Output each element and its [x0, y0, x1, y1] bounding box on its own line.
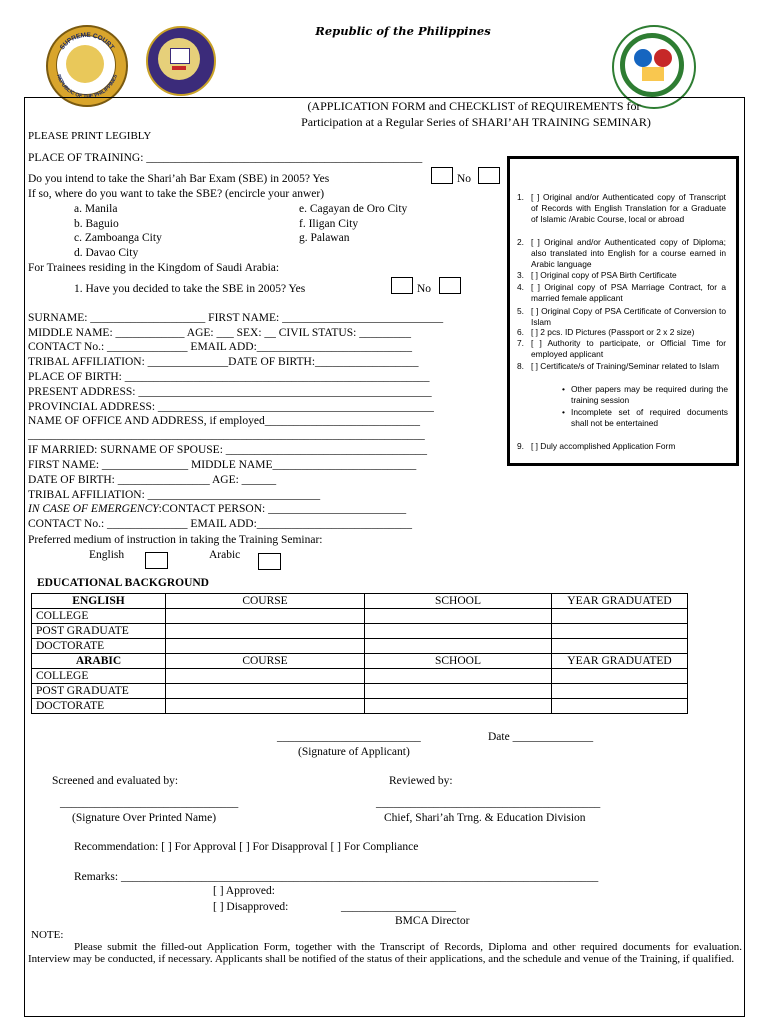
- spouse-surname-field[interactable]: IF MARRIED: SURNAME OF SPOUSE: ___________________________________: [28, 444, 428, 456]
- col-header: ENGLISH: [32, 594, 166, 609]
- evaluator-name-label: (Signature Over Printed Name): [72, 812, 217, 824]
- emergency-label: IN CASE OF EMERGENCY: [28, 503, 159, 515]
- director-label: BMCA Director: [395, 915, 470, 927]
- applicant-signature-line[interactable]: _________________________: [277, 731, 421, 743]
- reviewer-signature-line[interactable]: _______________________________________: [376, 797, 601, 809]
- present-address-field[interactable]: PRESENT ADDRESS: ___________________________________________________: [28, 386, 432, 398]
- table-cell[interactable]: [365, 684, 552, 699]
- tribal-field[interactable]: TRIBAL AFFILIATION: ______________DATE OF BIRTH:__________________: [28, 356, 419, 368]
- office-field[interactable]: NAME OF OFFICE AND ADDRESS, if employed___________________________: [28, 415, 420, 427]
- disapproved-option[interactable]: [ ] Disapproved:: [213, 901, 289, 913]
- table-row[interactable]: [32, 684, 688, 699]
- emergency-contact-field[interactable]: [28, 503, 406, 515]
- col-header: COURSE: [166, 594, 365, 609]
- arabic-label: Arabic: [209, 549, 241, 561]
- city-option[interactable]: e. Cagayan de Oro City: [299, 203, 408, 215]
- table-cell[interactable]: [365, 609, 552, 624]
- note-text: Please submit the filled-out Application Form, together with the Transcript of Records, Diploma and other required documents for evaluation. Interview may be conducted, if necessary. Applicants shall be notified of the status of their applications, and the schedule and venue of the Training, if qualified.: [28, 941, 742, 965]
- chief-label: Chief, Shari’ah Trng. & Education Division: [384, 812, 586, 824]
- table-cell[interactable]: [552, 699, 688, 714]
- middle-name-field[interactable]: MIDDLE NAME: ____________ AGE: ___ SEX: __ CIVIL STATUS: _________: [28, 327, 411, 339]
- spouse-first-name-field[interactable]: FIRST NAME: _______________ MIDDLE NAME_________________________: [28, 459, 417, 471]
- row-label: POST GRADUATE: [32, 624, 166, 639]
- table-cell[interactable]: [166, 639, 365, 654]
- screened-label: Screened and evaluated by:: [52, 775, 179, 787]
- seal-text-bottom: REPUBLIC OF THE PHILIPPINES: [55, 73, 119, 101]
- contact-field[interactable]: CONTACT No.: ______________ EMAIL ADD:___________________________: [28, 341, 413, 353]
- row-label: POST GRADUATE: [32, 684, 166, 699]
- city-option[interactable]: b. Baguio: [74, 218, 119, 230]
- saudi-no-label: No: [417, 283, 432, 295]
- spouse-tribal-field[interactable]: TRIBAL AFFILIATION: ______________________________: [28, 489, 321, 501]
- saudi-heading: For Trainees residing in the Kingdom of Saudi Arabia:: [28, 262, 280, 274]
- table-cell[interactable]: [552, 684, 688, 699]
- city-option[interactable]: f. Iligan City: [299, 218, 359, 230]
- table-cell[interactable]: [365, 639, 552, 654]
- table-cell[interactable]: [365, 699, 552, 714]
- medium-question: Preferred medium of instruction in taking the Training Seminar:: [28, 534, 323, 546]
- col-header: ARABIC: [32, 654, 166, 669]
- director-signature-line[interactable]: ____________________: [341, 901, 456, 913]
- table-cell[interactable]: [552, 669, 688, 684]
- arabic-checkbox[interactable]: [258, 553, 281, 570]
- row-label: DOCTORATE: [32, 639, 166, 654]
- seal-text-top: SUPREME COURT: [58, 31, 116, 52]
- saudi-yes-checkbox[interactable]: [391, 277, 413, 294]
- sbe-no-label: No: [457, 173, 472, 185]
- table-cell[interactable]: [552, 624, 688, 639]
- date-field[interactable]: Date ______________: [488, 731, 594, 743]
- provincial-address-field[interactable]: PROVINCIAL ADDRESS: ________________________________________________: [28, 401, 434, 413]
- recommendation-options[interactable]: Recommendation: [ ] For Approval [ ] For Disapproval [ ] For Compliance: [74, 841, 419, 853]
- sbe-yes-checkbox[interactable]: [431, 167, 453, 184]
- table-cell[interactable]: [166, 699, 365, 714]
- emergency-contact-number-field[interactable]: CONTACT No.: ______________ EMAIL ADD:___________________________: [28, 518, 413, 530]
- row-label: COLLEGE: [32, 669, 166, 684]
- saudi-question: 1. Have you decided to take the SBE in 2005? Yes: [74, 283, 306, 295]
- table-cell[interactable]: [166, 609, 365, 624]
- city-option[interactable]: d. Davao City: [74, 247, 139, 259]
- note-label: NOTE:: [31, 929, 64, 941]
- form-title-line2: Participation at a Regular Series of SHARI’AH TRAINING SEMINAR): [301, 115, 651, 129]
- approved-option[interactable]: [ ] Approved:: [213, 885, 275, 897]
- col-header: YEAR GRADUATED: [552, 654, 688, 669]
- table-row[interactable]: [32, 639, 688, 654]
- sbe-question: Do you intend to take the Shari’ah Bar Exam (SBE) in 2005? Yes: [28, 173, 330, 185]
- table-cell[interactable]: [166, 684, 365, 699]
- row-label: DOCTORATE: [32, 699, 166, 714]
- sbe-where: If so, where do you want to take the SBE? (encircle your anwer): [28, 188, 325, 200]
- table-cell[interactable]: [365, 669, 552, 684]
- print-legibly: PLEASE PRINT LEGIBLY: [28, 130, 152, 142]
- evaluator-signature-line[interactable]: _______________________________: [60, 797, 239, 809]
- reviewed-label: Reviewed by:: [389, 775, 453, 787]
- col-header: SCHOOL: [365, 594, 552, 609]
- table-row[interactable]: [32, 624, 688, 639]
- city-option[interactable]: c. Zamboanga City: [74, 232, 162, 244]
- surname-field[interactable]: SURNAME: ____________________ FIRST NAME: ____________________________: [28, 312, 444, 324]
- table-cell[interactable]: [166, 669, 365, 684]
- table-header-row: [32, 594, 688, 609]
- signature-label: (Signature of Applicant): [298, 746, 410, 758]
- table-cell[interactable]: [365, 624, 552, 639]
- table-header-row: [32, 654, 688, 669]
- table-row[interactable]: [32, 669, 688, 684]
- table-cell[interactable]: [552, 639, 688, 654]
- col-header: COURSE: [166, 654, 365, 669]
- emergency-contact-line[interactable]: :CONTACT PERSON: ________________________: [158, 503, 407, 515]
- republic-header: Republic of the Philippines: [315, 24, 491, 38]
- col-header: SCHOOL: [365, 654, 552, 669]
- remarks-field[interactable]: Remarks: ___________________________________________________________________________________: [74, 871, 599, 883]
- row-label: COLLEGE: [32, 609, 166, 624]
- city-option[interactable]: g. Palawan: [299, 232, 350, 244]
- office-field-continued[interactable]: _____________________________________________________________________: [28, 429, 425, 441]
- table-cell[interactable]: [166, 624, 365, 639]
- english-checkbox[interactable]: [145, 552, 168, 569]
- sbe-no-checkbox[interactable]: [478, 167, 500, 184]
- table-row[interactable]: [32, 609, 688, 624]
- col-header: YEAR GRADUATED: [552, 594, 688, 609]
- place-of-training-field[interactable]: PLACE OF TRAINING: ________________________________________________: [28, 152, 423, 164]
- english-label: English: [89, 549, 125, 561]
- education-table: [31, 593, 688, 714]
- form-title-line1: (APPLICATION FORM and CHECKLIST of REQUIREMENTS for: [307, 99, 641, 113]
- table-row[interactable]: [32, 699, 688, 714]
- city-option[interactable]: a. Manila: [74, 203, 118, 215]
- spouse-dob-field[interactable]: DATE OF BIRTH: ________________ AGE: ______: [28, 474, 277, 486]
- education-heading: EDUCATIONAL BACKGROUND: [37, 577, 209, 589]
- table-cell[interactable]: [552, 609, 688, 624]
- place-of-birth-field[interactable]: PLACE OF BIRTH: _____________________________________________________: [28, 371, 430, 383]
- saudi-no-checkbox[interactable]: [439, 277, 461, 294]
